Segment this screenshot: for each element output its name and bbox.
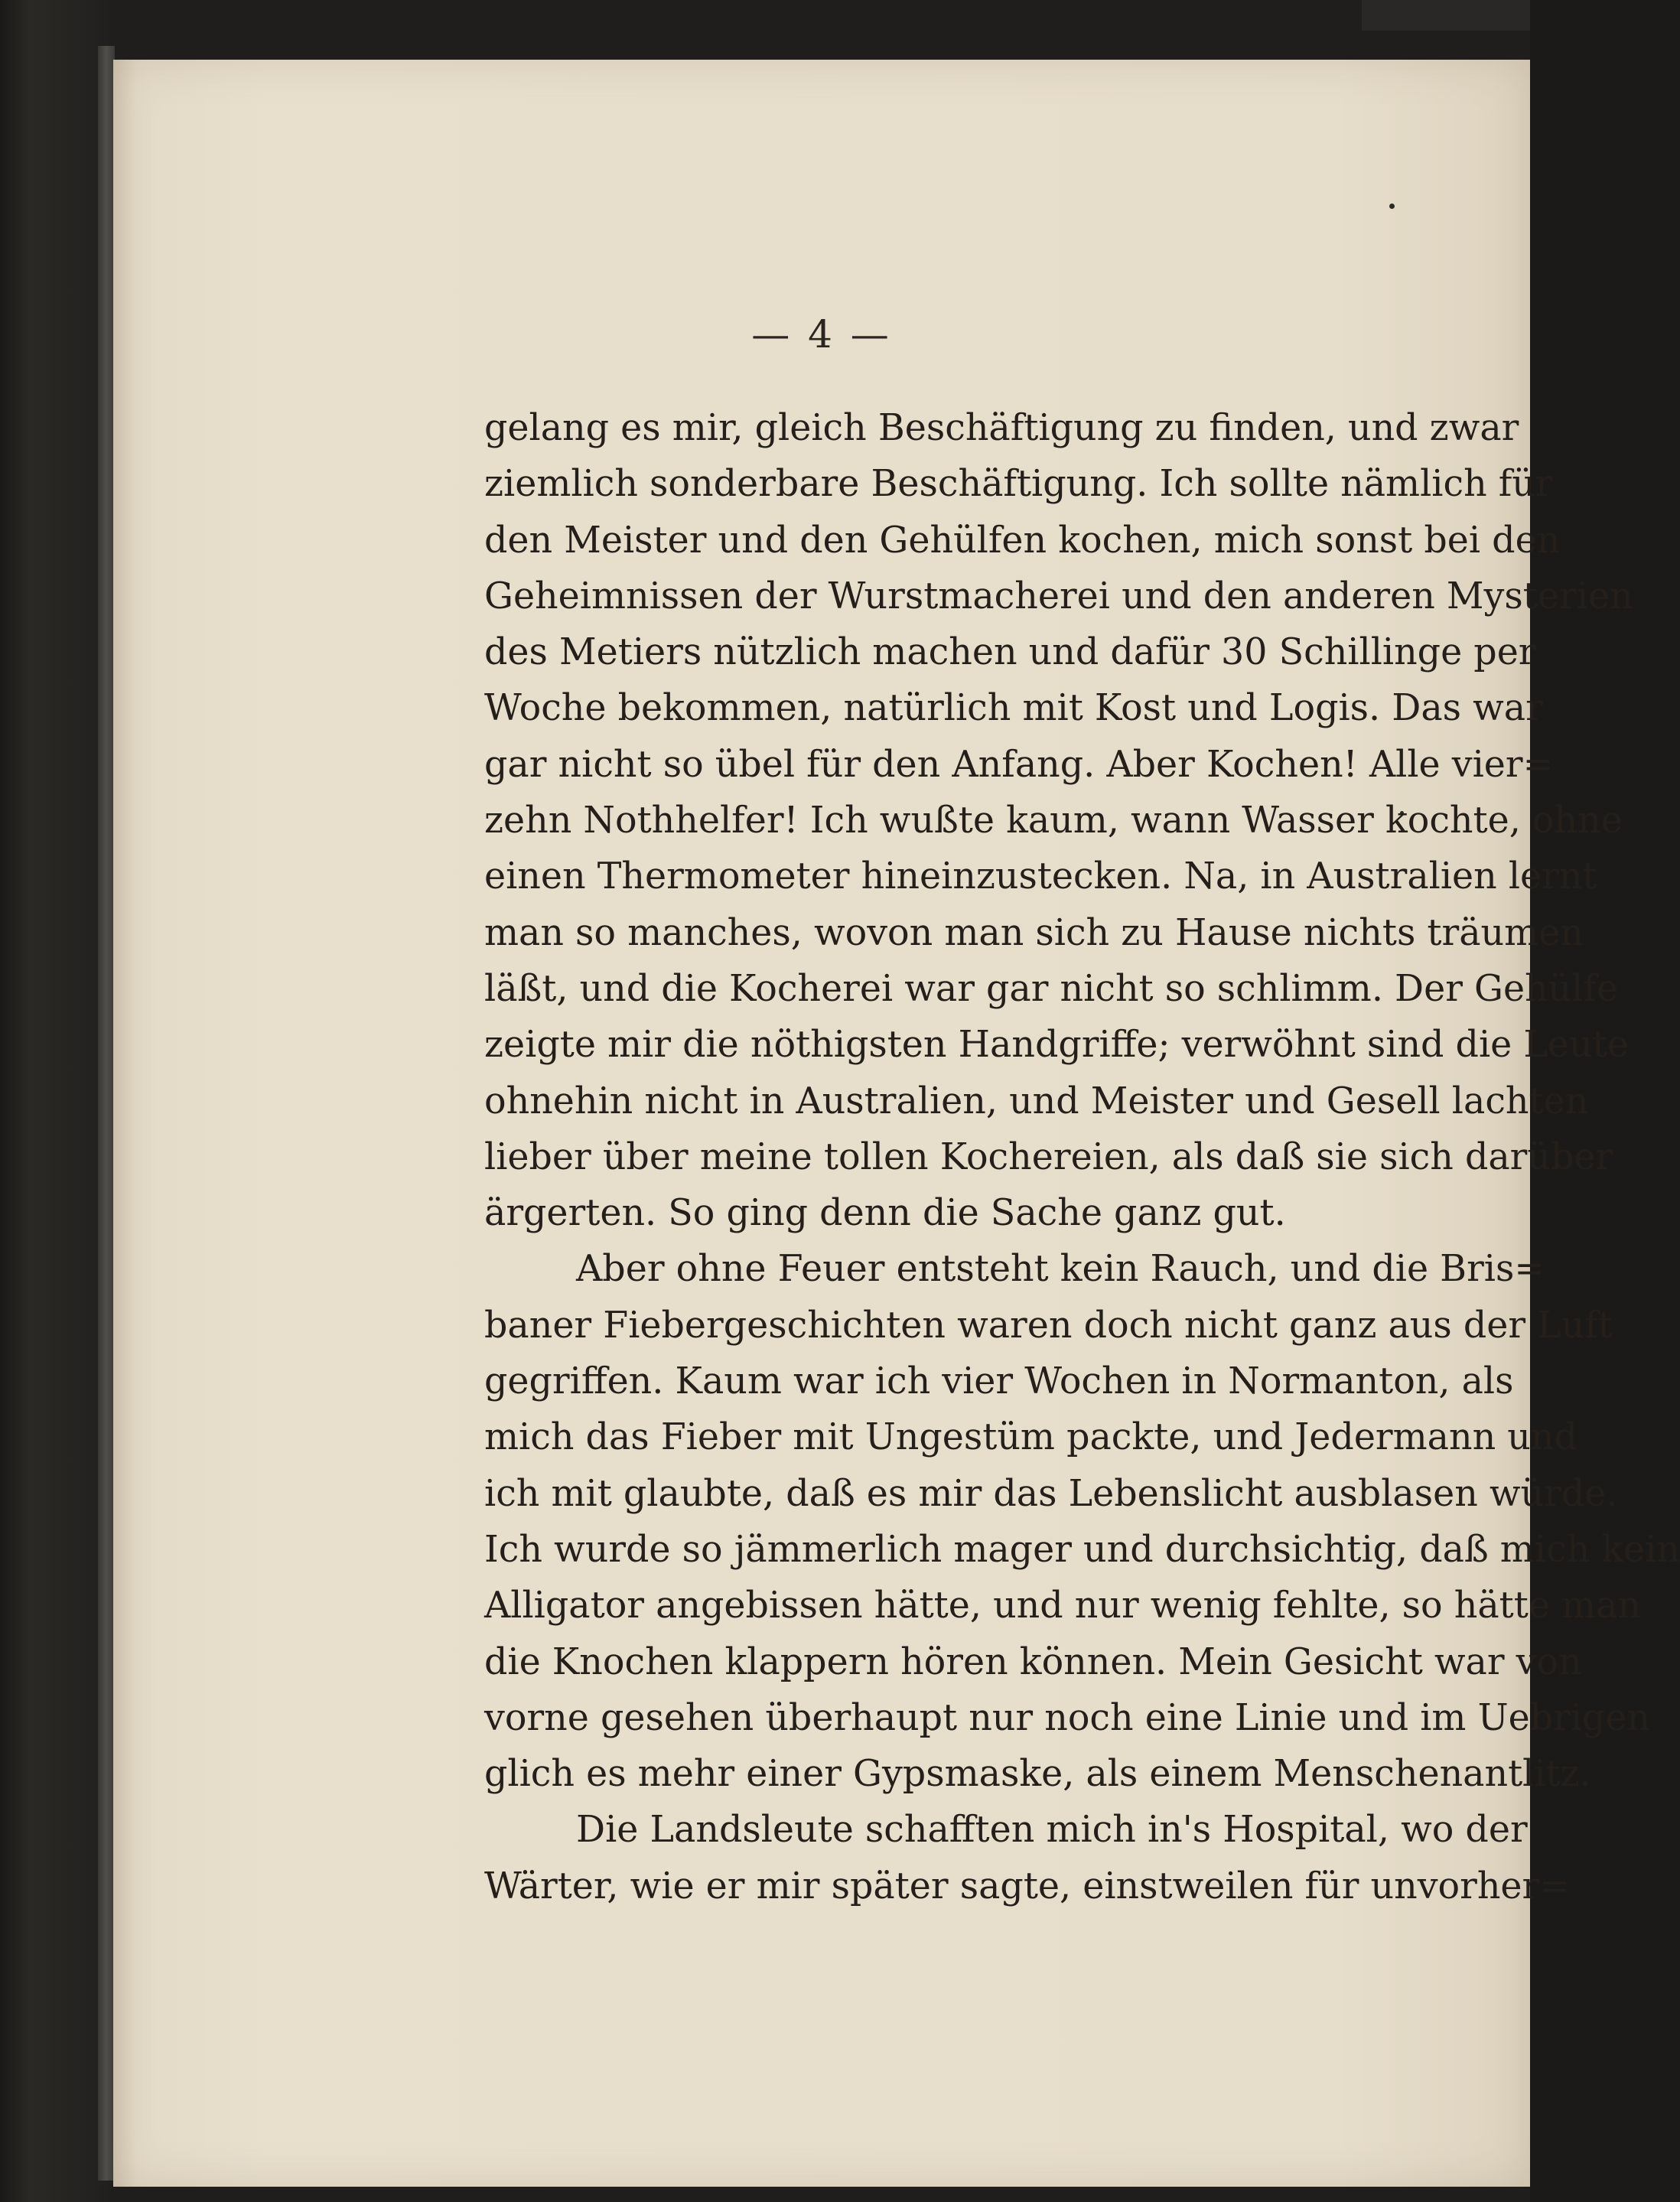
text-line: gar nicht so übel für den Anfang. Aber Kochen! Alle vier= (484, 743, 1554, 786)
text-line: ohnehin nicht in Australien, und Meister und Gesell lachten (484, 1080, 1589, 1122)
binding-edge (98, 46, 115, 2181)
text-line: den Meister und den Gehülfen kochen, mich sonst bei den (484, 519, 1561, 562)
text-line: Aber ohne Feuer entsteht kein Rauch, und die Bris= (576, 1248, 1545, 1291)
text-line: zeigte mir die nöthigsten Handgriffe; verwöhnt sind die Leute (484, 1024, 1629, 1067)
text-line: lieber über meine tollen Kochereien, als daß sie sich darüber (484, 1135, 1613, 1178)
text-line: Woche bekommen, natürlich mit Kost und Logis. Das war (484, 687, 1543, 730)
text-line: Wärter, wie er mir später sagte, einstweilen für unvorher= (484, 1865, 1571, 1907)
body-text (484, 400, 1680, 1914)
text-line: Ich wurde so jämmerlich mager und durchsichtig, daß mich kein (484, 1528, 1680, 1571)
text-line: ziemlich sonderbare Beschäftigung. Ich sollte nämlich für (484, 463, 1553, 506)
text-line: die Knochen klappern hören können. Mein Gesicht war von (484, 1640, 1582, 1683)
text-line: ärgerten. So ging denn die Sache ganz gut. (484, 1192, 1286, 1235)
text-line: gelang es mir, gleich Beschäftigung zu finden, und zwar (484, 407, 1519, 449)
text-line: läßt, und die Kocherei war gar nicht so schlimm. Der Gehülfe (484, 967, 1619, 1010)
text-line: ich mit glaubte, daß es mir das Lebenslicht ausblasen würde. (484, 1472, 1618, 1515)
text-line: baner Fiebergeschichten waren doch nicht ganz aus der Luft (484, 1304, 1613, 1347)
page-number: — 4 — (751, 312, 892, 357)
paper-speck (1389, 204, 1395, 209)
book-page (113, 60, 1680, 2187)
text-line: des Metiers nützlich machen und dafür 30 Schillinge per (484, 631, 1536, 674)
text-line: Geheimnissen der Wurstmacherei und den anderen Mysterien (484, 575, 1633, 617)
text-line: glich es mehr einer Gypsmaske, als einem Menschenantlitz. (484, 1753, 1591, 1796)
text-line: Alligator angebissen hätte, und nur wenig fehlte, so hätte man (484, 1585, 1641, 1627)
text-line: mich das Fieber mit Ungestüm packte, und Jedermann und (484, 1416, 1577, 1459)
text-line: gegriffen. Kaum war ich vier Wochen in Normanton, als (484, 1360, 1514, 1403)
text-line: vorne gesehen überhaupt nur noch eine Linie und im Uebrigen (484, 1696, 1651, 1739)
text-line: man so manches, wovon man sich zu Hause nichts träumen (484, 911, 1584, 954)
scan-background-corner (1362, 0, 1530, 31)
text-line: einen Thermometer hineinzustecken. Na, in Australien lernt (484, 855, 1597, 898)
text-line: zehn Nothhelfer! Ich wußte kaum, wann Wasser kochte, ohne (484, 800, 1623, 842)
text-line: Die Landsleute schafften mich in's Hospital, wo der (576, 1809, 1528, 1852)
